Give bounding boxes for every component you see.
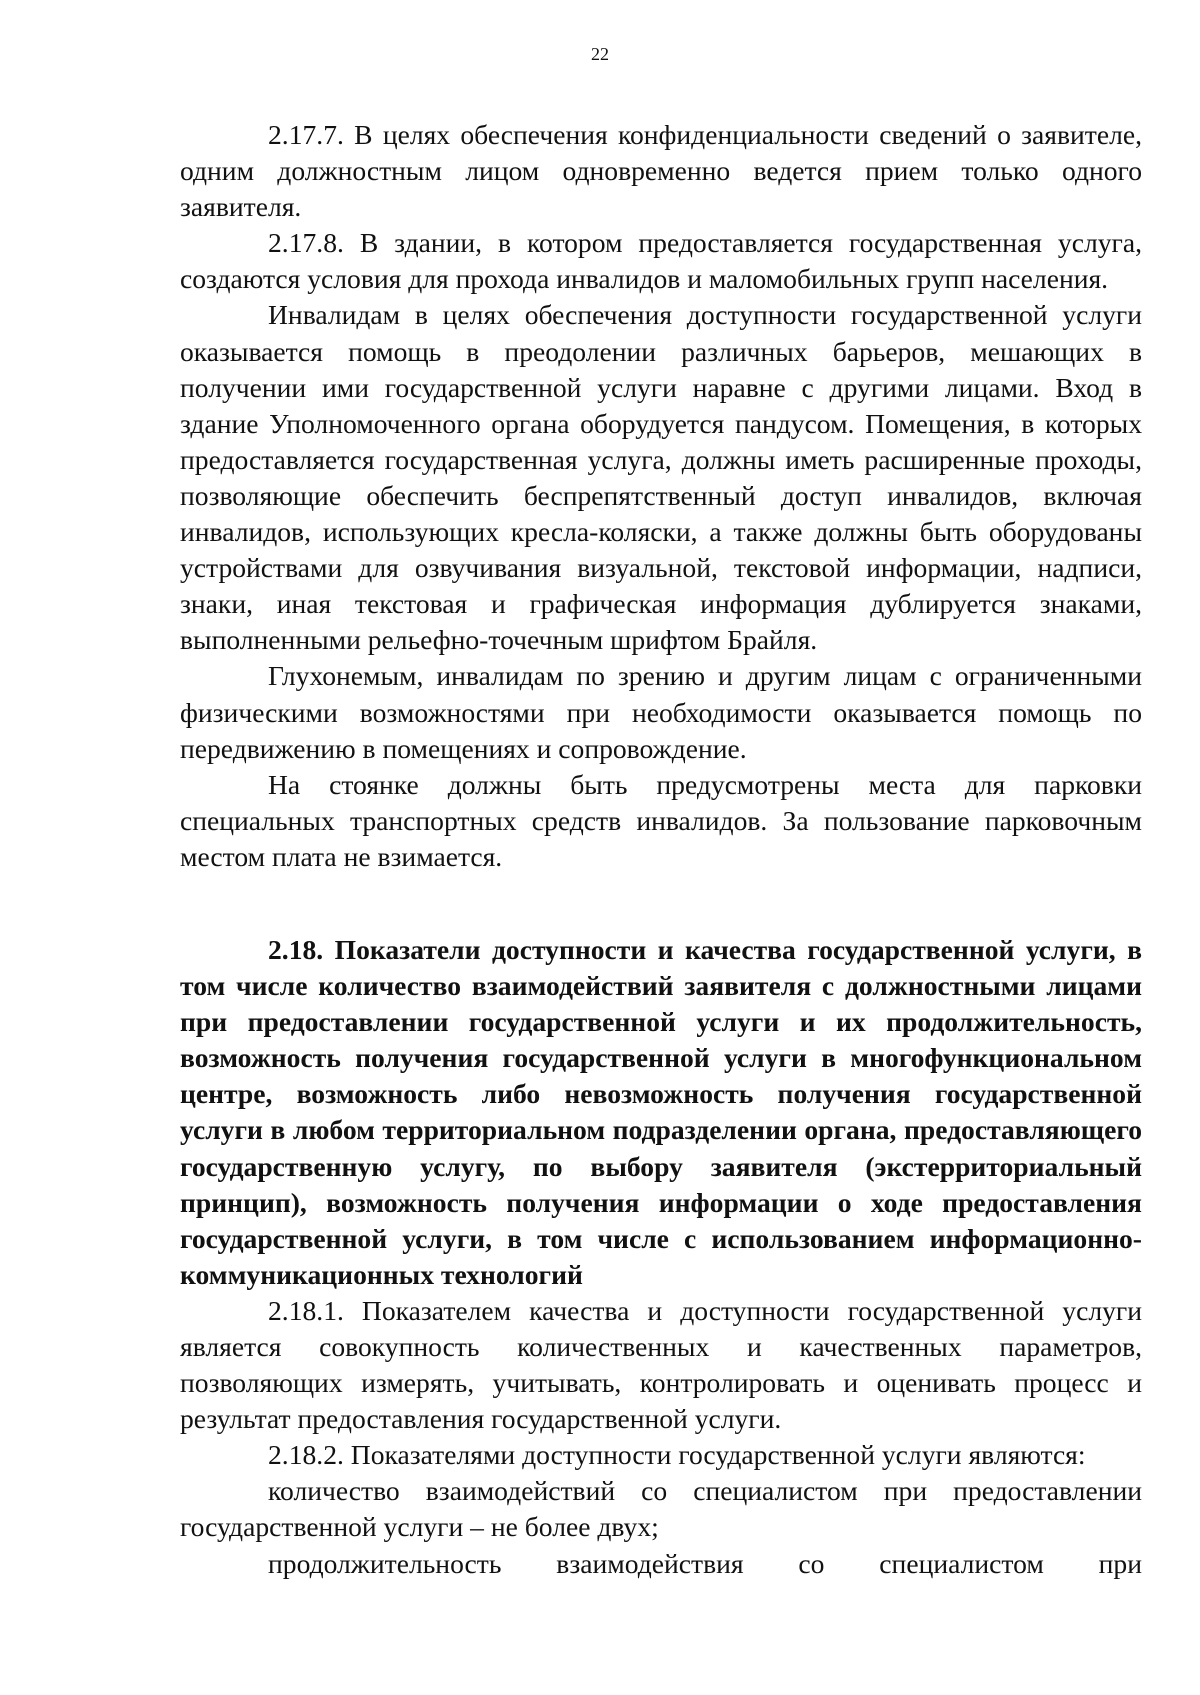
paragraph-2-18-2: 2.18.2. Показателями доступности государственной услуги являются: [268,1439,1086,1471]
paragraph-parking: На стоянке должны быть предусмотрены места для парковки специальных транспортных средств инвалидов. За пользование парковочным местом плата не взимается. [180,768,1142,872]
document-body [180,117,1142,1582]
paragraph-disabled-access: Инвалидам в целях обеспечения доступности государственной услуги оказывается помощь в преодолении различных барьеров, мешающих в получении ими государственной услуги наравне с другими лицами. Вход в здание Уполномоченного органа оборудуется пандусом. Помещения, в которых предоставляется государственная услуга, должны иметь расширенные проходы, позволяющие обеспечить беспрепятственный доступ инвалидов, включая инвалидов, использующих кресла-коляски, а также должны быть оборудованы устройствами для озвучивания визуальной, текстовой информации, надписи, знаки, иная текстовая и графическая информация дублируется знаками, выполненными рельефно-точечным шрифтом Брайля. [180,299,1142,656]
page-number: 22 [591,44,609,64]
section-spacer [180,875,1142,932]
paragraph-2-17-8: 2.17.8. В здании, в котором предоставляется государственная услуга, создаются условия для прохода инвалидов и маломобильных групп населения. [180,227,1142,295]
paragraph-interactions-count: количество взаимодействий со специалистом при предоставлении государственной услуги – не более двух; [180,1475,1142,1543]
section-heading-2-18: 2.18. Показатели доступности и качества государственной услуги, в том числе количество взаимодействий заявителя с должностными лицами при предоставлении государственной услуги и их продолжительность, возможность получения государственной услуги в многофункциональном центре, возможность либо невозможность получения государственной услуги в любом территориальном подразделении органа, предоставляющего государственную услугу, по выбору заявителя (экстерриториальный принцип), возможность получения информации о ходе предоставления государственной услуги, в том числе с использованием информационно-коммуникационных технологий [180,933,1142,1290]
paragraph-2-18-1: 2.18.1. Показателем качества и доступности государственной услуги является совокупность количественных и качественных параметров, позволяющих измерять, учитывать, контролировать и оценивать процесс и результат предоставления государственной услуги. [180,1294,1142,1435]
paragraph-assistance: Глухонемым, инвалидам по зрению и другим лицам с ограниченными физическими возможностями при необходимости оказывается помощь по передвижению в помещениях и сопровождение. [180,660,1142,764]
paragraph-interaction-duration: продолжительность взаимодействия со специалистом при [268,1547,1142,1579]
paragraph-2-17-7: 2.17.7. В целях обеспечения конфиденциальности сведений о заявителе, одним должностным лицом одновременно ведется прием только одного заявителя. [180,119,1142,223]
